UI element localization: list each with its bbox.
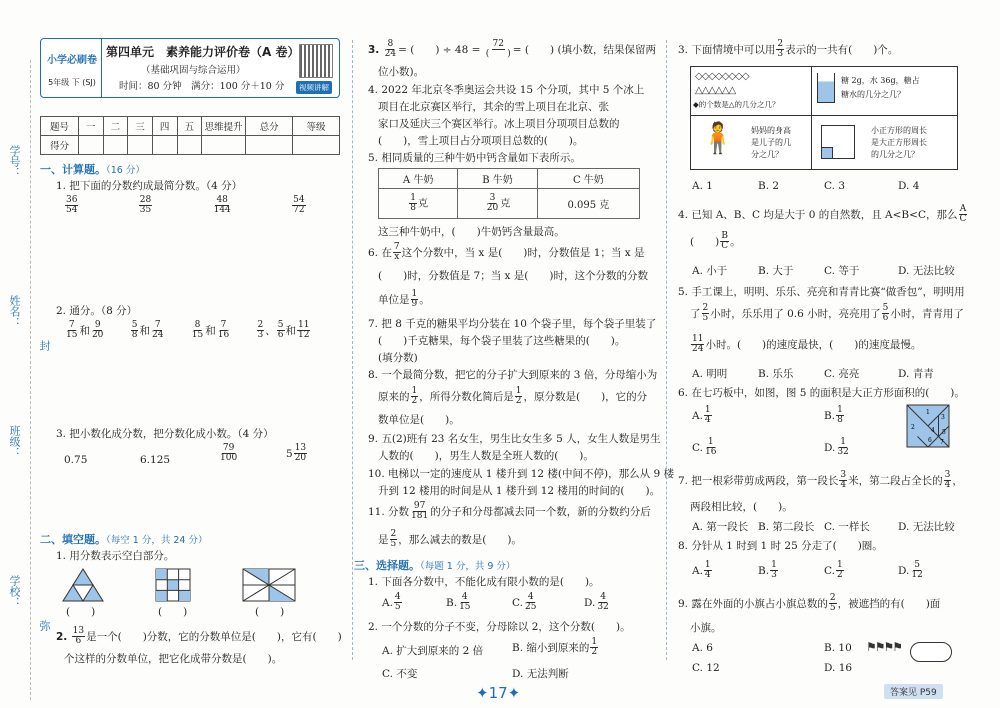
section-2-title: 二、填空题。（每空 1 分，共 24 分）: [40, 533, 208, 546]
fill-blank[interactable]: ( ): [66, 606, 96, 618]
choice-q9-l2: 小旗。: [690, 622, 722, 634]
choice-q6-c[interactable]: C. $\frac{1}{16}$: [692, 437, 717, 458]
fill-q6-l2: ( )时，分数值是 7；当 x 是( )时，这个分数的分数: [378, 270, 648, 282]
calc-q2: 2. 通分。（8 分）: [56, 305, 138, 317]
fill-q5: 5. 相同质量的三种牛奶中钙含量如下表所示。: [368, 152, 581, 164]
fill-q8-l3: 数单位是( )。: [378, 414, 460, 426]
choice-q4-a[interactable]: A. 小于: [692, 265, 728, 277]
fill-q11-l2: 是 $\frac{2}{5}$ ，那么减去的数是( )。: [378, 529, 522, 550]
choice-q3-a[interactable]: A. 1: [692, 180, 713, 192]
fill-q8-l2: 原来的 $\frac{1}{2}$ ，所得分数化简后是 $\frac{1}{2}$ ，原分数是( )，它的分: [378, 386, 648, 407]
fill-q4-l3: 家口及延庆三个赛区举行。冰上项目分项项目总数的: [378, 118, 620, 130]
score-th: 四: [152, 117, 177, 136]
milk-header: A 牛奶: [379, 169, 458, 189]
fill-q11: 11. 分数 $\frac{97}{181}$ 的分子和分母都减去同一个数，新的分数约分后: [368, 501, 651, 522]
calc-q3-c: $\frac{79}{100}$: [220, 443, 238, 464]
choice-q2-c[interactable]: C. 不变: [382, 668, 418, 680]
fill-q6: 6. 在 $\frac{7}{x}$ 这个分数中，当 x 是( )时，分数值是 1；当 x 是: [368, 242, 645, 263]
tangram-num: 5: [942, 429, 946, 436]
choice-q6-b[interactable]: B. $\frac{1}{8}$: [824, 405, 843, 426]
flags-icon: ⚑⚑⚑⚑: [866, 640, 902, 654]
page-subtitle: （基础巩固与综合运用）: [141, 65, 246, 76]
fill-q2-cont: 个这样的分数单位，把它化成带分数是( )。: [64, 653, 283, 665]
exam-meta: 时间：80 分钟 满分：100 分＋10 分: [119, 81, 285, 92]
calc-q3-b: 6.125: [140, 454, 171, 466]
score-th: 等级: [293, 117, 340, 136]
box3-text-3: 分之几？: [751, 150, 783, 159]
fill-q10-l2: 升到 12 楼用的时间是从 1 楼升到 12 楼用的时间的( )。: [378, 485, 661, 497]
score-cell[interactable]: [79, 136, 104, 155]
choice-q1-c[interactable]: C. $\frac{4}{25}$: [512, 592, 537, 613]
score-th: 总分: [246, 117, 293, 136]
milk-a-value: $\frac{1}{8}$ 克: [379, 189, 458, 219]
choice-q9-c[interactable]: C. 12: [692, 662, 720, 674]
calc-q2-items: $\frac{7}{15}$ 和 $\frac{9}{20}$ $\frac{5}{8}$ 和 $\frac{7}{24}$ $\frac{8}{15}$ 和 $\frac{7}{16}$ $\frac{2}{3}$ 、 $\frac{5}{6}$ 和 $\frac{11}{12}$: [66, 320, 310, 341]
box1-text: ◆的个数是△的几分之几？: [693, 100, 780, 109]
score-table: [40, 116, 340, 155]
choice-q4: 4. 已知 A、B、C 均是大于 0 的自然数，且 A<B<C，那么 $\frac{A}{C}$: [678, 204, 967, 225]
section-1-title: 一、计算题。（16 分）: [40, 163, 145, 176]
score-cell[interactable]: [202, 136, 246, 155]
side-feng: 封: [38, 340, 51, 351]
choice-q4-d[interactable]: D. 无法比较: [898, 265, 955, 277]
score-th: 得分: [41, 136, 79, 155]
score-cell[interactable]: [128, 136, 153, 155]
choice-q5-l1: 5. 手工课上，明明、乐乐、亮亮和青青比赛“做香包”，明明用: [678, 286, 965, 298]
choice-q3-d[interactable]: D. 4: [898, 180, 920, 192]
fill-q7-l1: 7. 把 8 千克的糖果平均分装在 10 个袋子里，每个袋子里装了: [368, 318, 657, 330]
header-banner: [40, 38, 340, 98]
fill-q8-l1: 8. 一个最简分数，把它的分子扩大到原来的 3 倍，分母缩小为: [368, 369, 658, 381]
score-th: 二: [103, 117, 128, 136]
score-th: 思维提升: [202, 117, 246, 136]
choice-q5-a[interactable]: A. 明明: [692, 368, 728, 380]
choice-q4-b[interactable]: B. 大于: [758, 265, 794, 277]
choice-q8: 8. 分针从 1 时到 1 时 25 分走了( )圈。: [678, 540, 883, 552]
milk-c-value: 0.095 克: [537, 189, 639, 219]
choice-q1-d[interactable]: D. $\frac{4}{32}$: [584, 592, 609, 613]
choice-q7-d[interactable]: D. 无法比较: [898, 521, 955, 533]
fill-q5-end: 这三种牛奶中，( )牛奶钙含量最高。: [378, 226, 565, 238]
fill-q7-l3: (填分数): [378, 352, 418, 364]
choice-q8-b[interactable]: B. $\frac{1}{3}$: [758, 560, 777, 581]
binding-strip: [0, 0, 51, 708]
fill-q4-l4: ( )，雪上项目占分项项目总数的( )。: [378, 135, 584, 147]
qr-code[interactable]: [299, 44, 333, 78]
box2-text-1: 糖 2g，水 36g，糖占: [841, 76, 920, 85]
choice-q4-c[interactable]: C. 等于: [824, 265, 860, 277]
choice-q5-b[interactable]: B. 乐乐: [758, 368, 794, 380]
choice-q2-a[interactable]: A. 扩大到原来的 2 倍: [382, 645, 484, 657]
calc-q3-a: 0.75: [64, 454, 88, 466]
score-th: 题号: [41, 117, 79, 136]
box4-text-3: 的几分之几？: [871, 150, 919, 159]
cup-icon: [817, 73, 835, 103]
box3-text-2: 是儿子的几: [751, 138, 791, 147]
grade-label: 5年级 下 (SJ): [48, 78, 96, 87]
score-cell[interactable]: [103, 136, 128, 155]
choice-q8-a[interactable]: A. $\frac{1}{4}$: [692, 560, 711, 581]
score-cell[interactable]: [152, 136, 177, 155]
score-cell[interactable]: [293, 136, 340, 155]
choice-q6-d[interactable]: D. $\frac{1}{32}$: [824, 437, 849, 458]
side-banji: 班级：: [8, 425, 21, 458]
tangram-figure: [906, 404, 950, 448]
calc-q3-d: 5 $\frac{13}{20}$: [286, 443, 307, 464]
triangle-figure: [62, 568, 104, 602]
fill-q3: 3. $\frac{8}{24}$ = ( ) ÷ 48 = $\frac{72}{( )}$ = ( ) (填小数，结果保留两: [368, 39, 657, 60]
cloud-icon: [910, 642, 952, 662]
choice-q9: 9. 露在外面的小旗占小旗总数的 $\frac{2}{5}$ ，被遮挡的有( )面: [678, 593, 941, 614]
box4-text-2: 是大正方形周长: [871, 138, 927, 147]
fill-q2: 2. $\frac{13}{6}$ 是一个( )分数，它的分数单位是( )，它有( ): [56, 626, 342, 647]
fill-q7-l2: ( )千克糖果，每个袋子里装了这些糖果的( )。: [378, 335, 626, 347]
choice-q4-l2: ( ) $\frac{B}{C}$ 。: [690, 231, 741, 252]
score-cell[interactable]: [246, 136, 293, 155]
grid-figure: [155, 568, 191, 602]
choice-q2: 2. 一个分数的分子不变，分母除以 2，这个分数( )。: [368, 621, 631, 633]
fill-q3-cont: 位小数)。: [378, 66, 425, 78]
choice-q9-b[interactable]: B. 10: [824, 642, 852, 654]
choice-q9-d[interactable]: D. 16: [824, 662, 853, 674]
choice-q1-b[interactable]: B. $\frac{4}{15}$: [446, 592, 471, 613]
answer-ref[interactable]: 答案见 P59: [884, 684, 943, 699]
fill-q10-l1: 10. 电梯以一定的速度从 1 楼升到 12 楼(中间不停)，那么从 9 楼: [368, 468, 674, 480]
triangle-icon: △△△△△△: [695, 85, 736, 96]
choice-q7-c[interactable]: C. 一样长: [824, 521, 870, 533]
scenario-grid: [690, 66, 958, 170]
fill-blank[interactable]: ( ): [158, 606, 188, 618]
fill-blank[interactable]: ( ): [255, 606, 285, 618]
page-title: 第四单元 素养能力评价卷（A 卷）: [106, 45, 300, 59]
choice-q7-a[interactable]: A. 第一段长: [692, 521, 749, 533]
diamond-icon: ◇◇◇◇◇◇◇◇: [695, 71, 749, 82]
score-th: 五: [177, 117, 202, 136]
choice-q5-c[interactable]: C. 亮亮: [824, 368, 860, 380]
choice-q8-c[interactable]: C. $\frac{1}{2}$: [824, 560, 843, 581]
fill-q9-l1: 9. 五(2)班有 23 名女生，男生比女生多 5 人，女生人数是男生: [368, 433, 661, 445]
tangram-num: 2: [911, 424, 915, 431]
choice-q3-c[interactable]: C. 3: [824, 180, 846, 192]
tangram-num: 3: [941, 414, 945, 421]
milk-header: B 牛奶: [458, 169, 538, 189]
choice-q7-l2: 两段相比较，( )。: [690, 501, 793, 513]
small-square-icon: [821, 147, 833, 159]
tangram-num: 1: [926, 409, 930, 416]
binding-line: [30, 60, 31, 700]
fill-q1: 1. 用分数表示空白部分。: [56, 550, 175, 562]
people-icon: 🧍: [699, 121, 737, 156]
choice-q1-a[interactable]: A. $\frac{4}{5}$: [382, 592, 401, 613]
side-xuehao: 学号：: [8, 145, 21, 178]
video-label[interactable]: 视频讲解: [296, 81, 332, 94]
choice-q9-a[interactable]: A. 6: [692, 642, 713, 654]
section-3-title: 三、选择题。（每题 1 分，共 9 分）: [354, 559, 516, 572]
box4-text-1: 小正方形的周长: [871, 126, 927, 135]
fill-q4-l2: 项目在北京赛区举行，其余的雪上项目在北京、张: [378, 101, 609, 113]
side-xingming: 姓名：: [8, 295, 21, 328]
tangram-num: 4: [931, 427, 935, 434]
milk-header: C 牛奶: [537, 169, 639, 189]
side-xuexiao: 学校：: [8, 575, 21, 608]
score-th: 三: [128, 117, 153, 136]
choice-q5-d[interactable]: D. 青青: [898, 368, 934, 380]
rect-figure: [242, 568, 296, 602]
side-mi: 弥: [38, 620, 51, 631]
choice-q8-d[interactable]: D. $\frac{5}{12}$: [898, 560, 923, 581]
calc-q1-items: $\frac{36}{54}$ $\frac{28}{35}$ $\frac{48}{144}$ $\frac{54}{72}$: [66, 195, 305, 216]
choice-q7-b[interactable]: B. 第二段长: [758, 521, 815, 533]
calc-q1: 1. 把下面的分数约成最简分数。（4 分）: [56, 180, 243, 192]
choice-q6-a[interactable]: A. $\frac{1}{4}$: [692, 405, 711, 426]
page-number: ✦17✦: [476, 684, 521, 702]
fill-q9-l2: 人数的( )，男生人数是全班人数的( )。: [378, 450, 594, 462]
choice-q6: 6. 在七巧板中，如图，图 5 的面积是大正方形面积的( )。: [678, 387, 965, 399]
score-th: 一: [79, 117, 104, 136]
choice-q5-l3: $\frac{11}{24}$ 小时。( )的速度最快，( )的速度最慢。: [692, 334, 922, 355]
milk-b-value: $\frac{3}{20}$ 克: [458, 189, 538, 219]
tangram-num: 7: [940, 439, 944, 446]
box3-text-1: 妈妈的身高: [751, 126, 791, 135]
choice-q3: 3. 下面情境中可以用 $\frac{2}{3}$ 表示的一共有( )个。: [678, 39, 899, 60]
fill-q6-l3: 单位是 $\frac{1}{9}$ 。: [378, 289, 430, 310]
choice-q7: 7. 把一根彩带剪成两段，第一段长 $\frac{3}{4}$ 米，第二段占全长的 $\frac{3}{4}$ ，: [678, 470, 963, 491]
choice-q1: 1. 下面各分数中，不能化成有限小数的是( )。: [368, 576, 600, 588]
box2-text-2: 糖水的几分之几？: [841, 90, 905, 99]
tangram-num: 6: [928, 437, 932, 444]
choice-q5-l2: 了 $\frac{2}{5}$ 小时，乐乐用了 0.6 小时，亮亮用了 $\frac{5}{6}$ 小时，青青用了: [690, 303, 964, 324]
fill-q4-l1: 4. 2022 年北京冬季奥运会共设 15 个分项，其中 5 个冰上: [368, 84, 645, 96]
milk-table: [378, 168, 640, 219]
choice-q2-b[interactable]: B. 缩小到原来的 $\frac{1}{2}$: [512, 637, 598, 658]
brand-label: 小学必刷卷: [47, 55, 97, 66]
score-cell[interactable]: [177, 136, 202, 155]
choice-q3-b[interactable]: B. 2: [758, 180, 780, 192]
calc-q3: 3. 把小数化成分数，把分数化成小数。（4 分）: [56, 428, 274, 440]
choice-q2-d[interactable]: D. 无法判断: [512, 668, 569, 680]
